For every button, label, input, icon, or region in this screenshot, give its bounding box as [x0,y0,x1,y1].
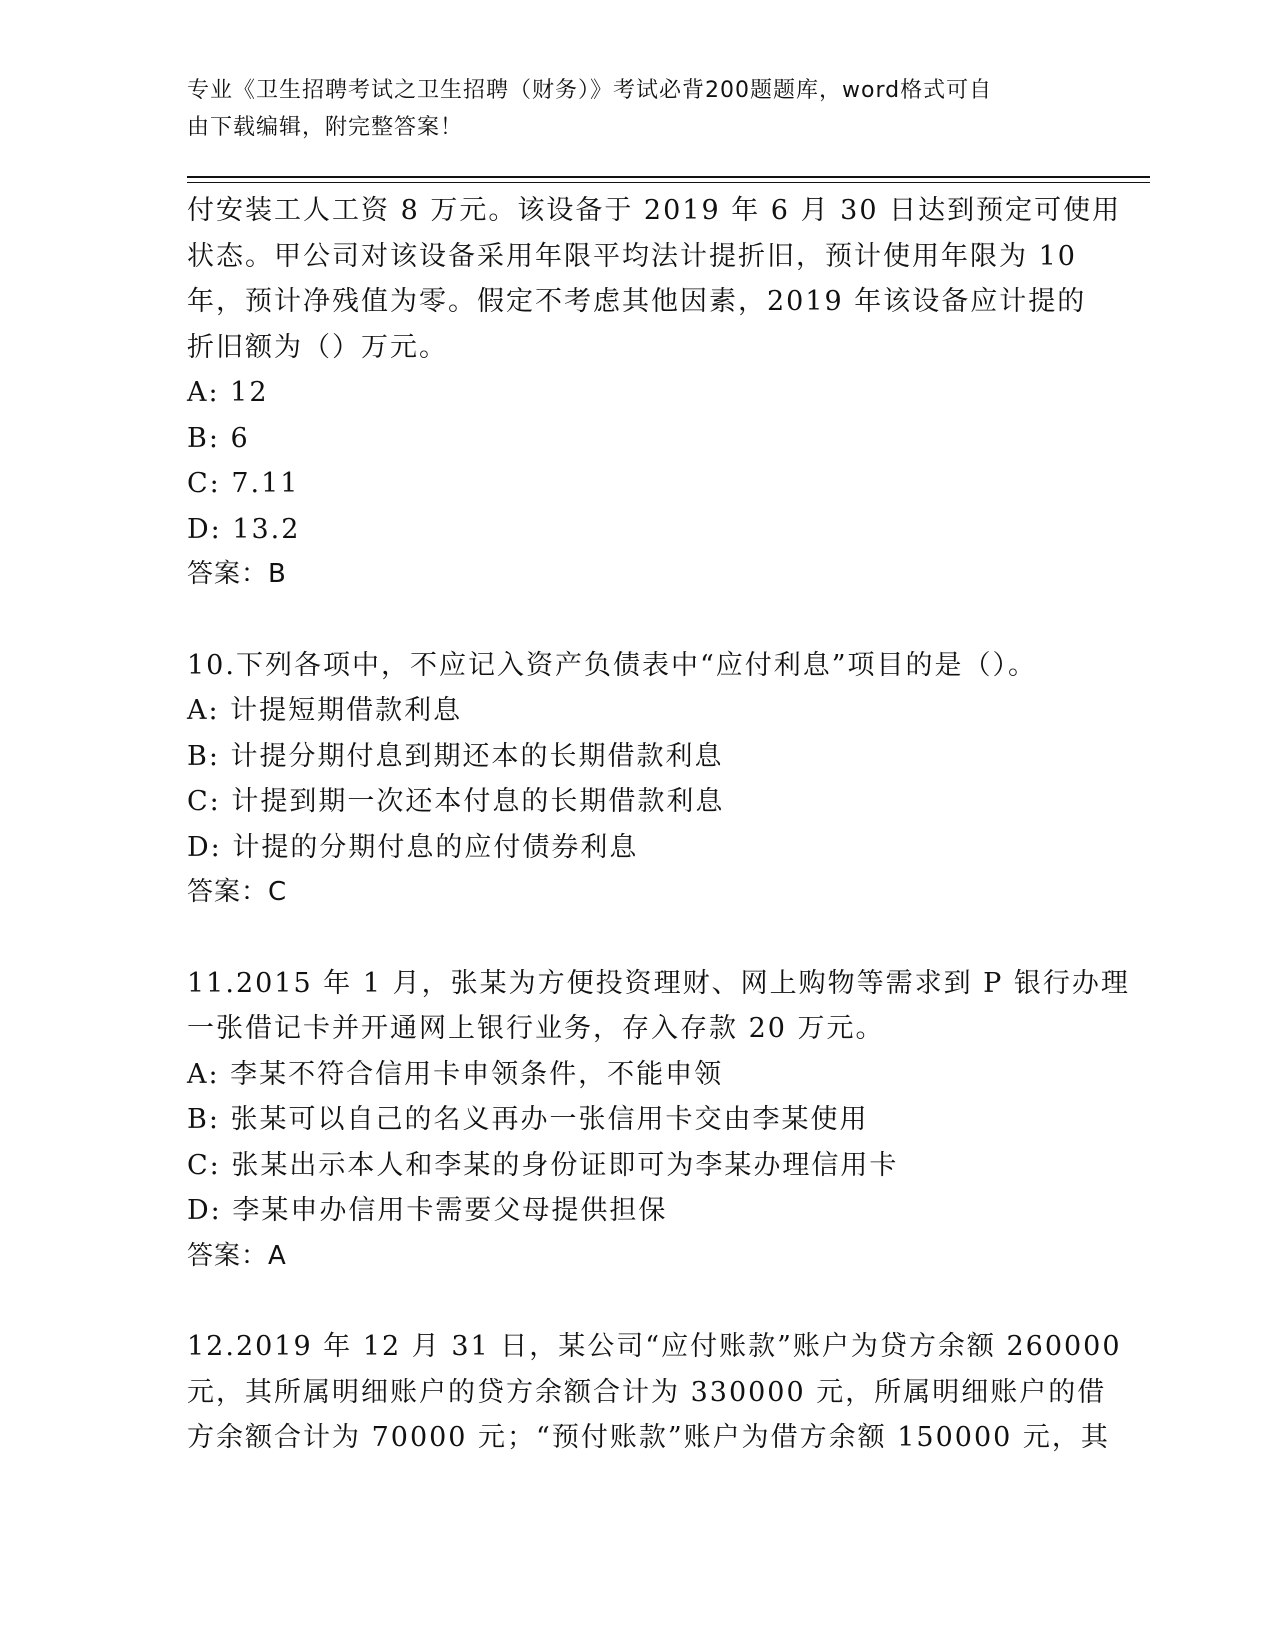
page-header [187,72,1067,146]
option-c: C: 张某出示本人和李某的身份证即可为李某办理信用卡 [187,1149,899,1181]
option-b: B: 计提分期付息到期还本的长期借款利息 [187,740,724,772]
option-c: C: 7.11 [187,468,300,499]
answer-label: 答案：A [187,1240,287,1271]
spacer [187,1279,1087,1324]
question-11 [187,961,1130,1280]
answer-label: 答案：C [187,877,288,907]
question-text-line: 12.2019 年 12 月 31 日，某公司“应付账款”账户为贷方余额 260000 [187,1331,1122,1362]
question-text-line: 年，预计净残值为零。假定不考虑其他因素，2019 年该设备应计提的 [187,286,1087,317]
option-d: D: 计提的分期付息的应付债券利息 [187,831,639,863]
option-b: B: 张某可以自己的名义再办一张信用卡交由李某使用 [187,1104,869,1135]
option-a: A: 12 [187,377,269,408]
question-9 [187,188,1122,598]
question-12 [187,1324,1122,1461]
question-text-line: 付安装工人工资 8 万元。该设备于 2019 年 6 月 30 日达到预定可使用 [187,195,1122,226]
header-line-2: 由下载编辑，附完整答案！ [187,115,464,140]
question-text-line: 方余额合计为 70000 元；“预付账款”账户为借方余额 150000 元，其 [187,1422,1110,1453]
question-text-line: 状态。甲公司对该设备采用年限平均法计提折旧，预计使用年限为 10 [187,240,1077,272]
header-line-1: 专业《卫生招聘考试之卫生招聘（财务）》考试必背200题题库，word格式可自 [187,78,993,103]
question-text-line: 折旧额为（）万元。 [187,331,448,363]
spacer [187,598,1087,643]
spacer [187,916,1087,961]
option-a: A: 计提短期借款利息 [187,695,463,726]
option-a: A: 李某不符合信用卡申领条件，不能申领 [187,1058,724,1090]
option-b: B: 6 [187,422,250,454]
option-d: D: 李某申办信用卡需要父母提供担保 [187,1195,668,1226]
document-body [187,188,1130,1461]
question-10 [187,643,1087,916]
header-divider-thick [187,176,1150,178]
option-c: C: 计提到期一次还本付息的长期借款利息 [187,786,725,817]
question-text-line: 一张借记卡并开通网上银行业务，存入存款 20 万元。 [187,1013,885,1044]
question-text-line: 10.下列各项中，不应记入资产负债表中“应付利息”项目的是（）。 [187,649,1038,681]
option-d: D: 13.2 [187,513,301,545]
question-text-line: 元，其所属明细账户的贷方余额合计为 330000 元，所属明细账户的借 [187,1376,1107,1408]
answer-label: 答案：B [187,559,287,589]
header-divider-thin [187,182,1150,183]
question-text-line: 11.2015 年 1 月，张某为方便投资理财、网上购物等需求到 P 银行办理 [187,967,1130,999]
